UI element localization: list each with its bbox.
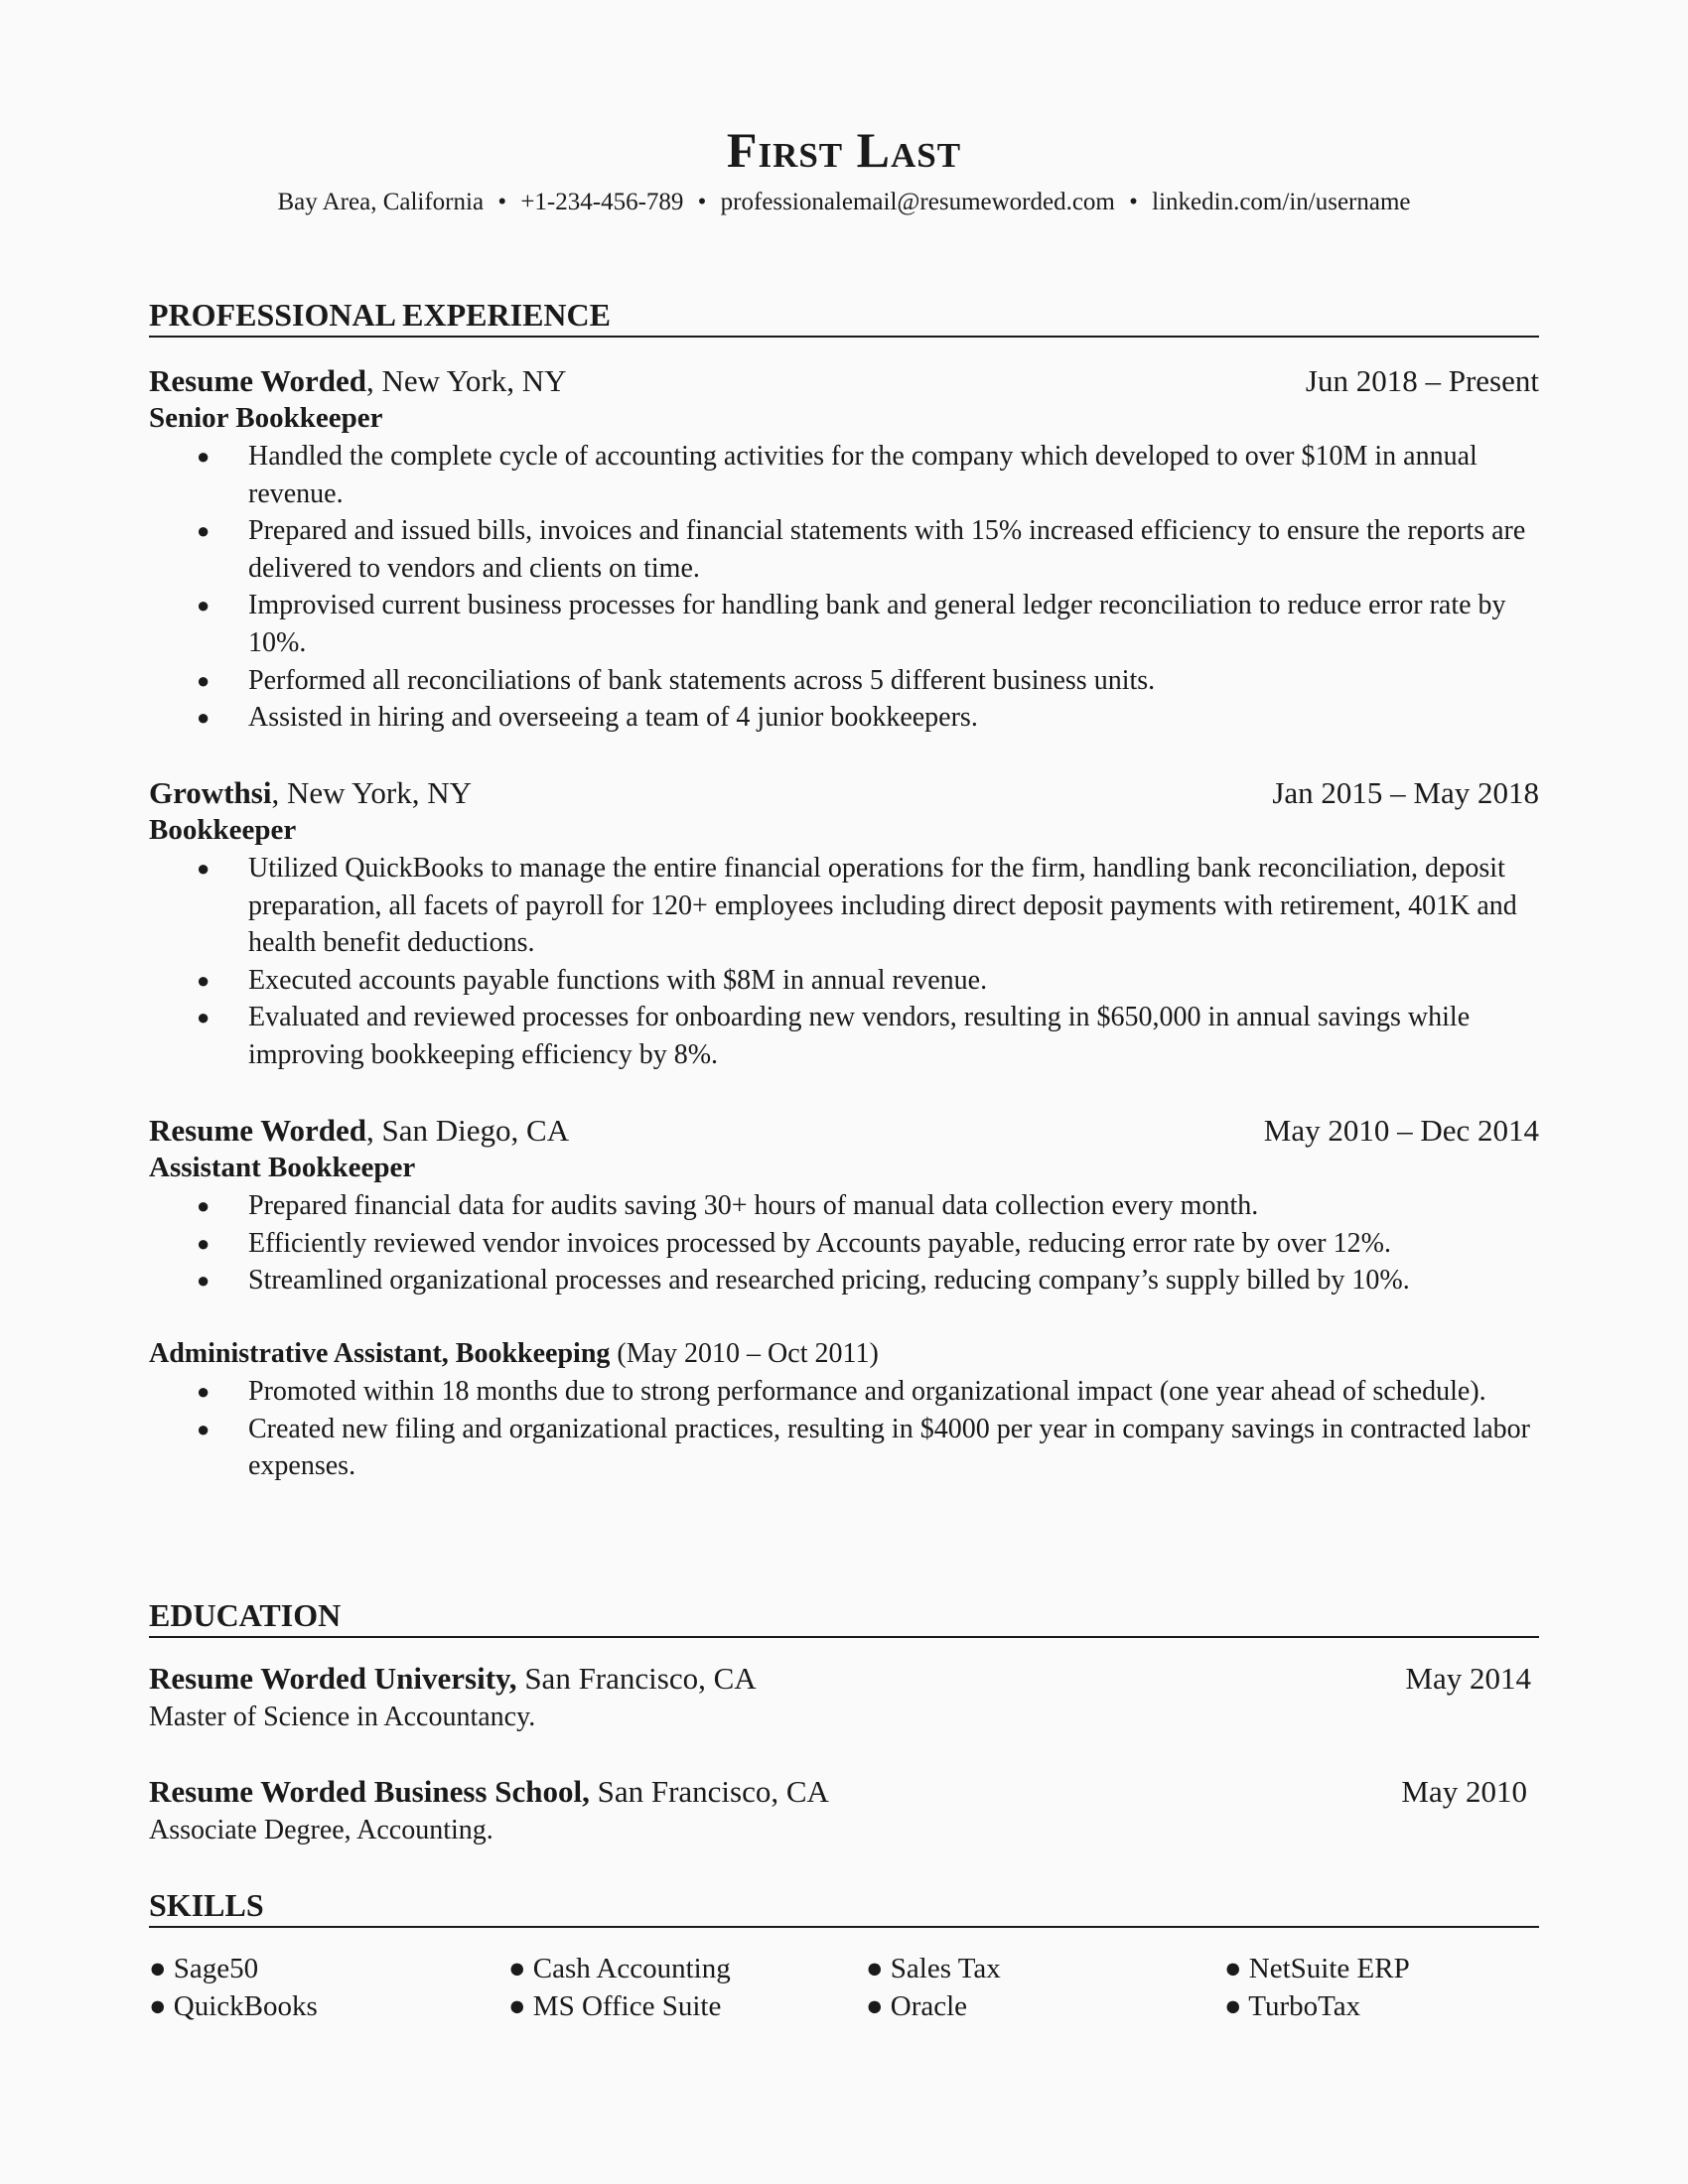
sub-role-bullets [149,1373,1539,1485]
bullet-item: ● Efficiently reviewed vendor invoices processed by Accounts payable, reducing error rate by over 12%. [149,1225,1539,1263]
sub-role-dates: (May 2010 – Oct 2011) [610,1338,879,1369]
skill-item: ● Sage50 [149,1953,259,1984]
degree-text: Master of Science in Accountancy. [149,1702,536,1732]
school-name: Resume Worded University, [149,1661,517,1696]
job-dates: Jan 2015 – May 2018 [1272,775,1539,810]
skills-section-title: SKILLS [149,1886,1539,1928]
degree-text: Associate Degree, Accounting. [149,1815,493,1845]
separator: • [1129,189,1138,215]
experience-section-title: PROFESSIONAL EXPERIENCE [149,296,1539,338]
job-dates: Jun 2018 – Present [1305,363,1539,398]
job-header [149,774,1539,812]
sub-role-title: Administrative Assistant, Bookkeeping [149,1338,611,1369]
school-date: May 2014 [1405,1661,1531,1696]
skill-item: ● NetSuite ERP [1224,1953,1410,1984]
company-name: Resume Worded [149,363,367,398]
education-section-title: EDUCATION [149,1596,1539,1638]
job-dates: May 2010 – Dec 2014 [1263,1113,1539,1148]
job-role: Senior Bookkeeper [149,402,383,434]
company-location: , San Diego, CA [366,1113,570,1148]
bullet-item: ● Prepared and issued bills, invoices and financial statements with 15% increased efficiency to ensure the reports are delivered to vendors and clients on time. [149,512,1539,587]
bullet-item: ● Assisted in hiring and overseeing a team of 4 junior bookkeepers. [149,699,1539,737]
job-header [149,362,1539,400]
company-location: , New York, NY [366,363,567,398]
bullet-item: ● Performed all reconciliations of bank statements across 5 different business units. [149,662,1539,700]
skill-item: ● TurboTax [1224,1990,1361,2022]
job-bullets [149,438,1539,737]
bullet-item: ● Handled the complete cycle of accounting activities for the company which developed to over $10M in annual revenue. [149,438,1539,512]
bullet-item: ● Promoted within 18 months due to strong performance and organizational impact (one year ahead of schedule). [149,1373,1539,1411]
bullet-item: ● Prepared financial data for audits saving 30+ hours of manual data collection every month. [149,1187,1539,1225]
skill-item: ● MS Office Suite [508,1990,722,2022]
bullet-item: ● Improvised current business processes for handling bank and general ledger reconciliation to reduce error rate by 10%. [149,587,1539,661]
skill-item: ● Cash Accounting [508,1953,731,1984]
company-name: Growthsi [149,775,272,810]
school-name: Resume Worded Business School, [149,1774,590,1809]
job-header [149,1112,1539,1150]
bullet-item: ● Evaluated and reviewed processes for onboarding new vendors, resulting in $650,000 in annual savings while improving bookkeeping efficiency by 8%. [149,999,1539,1073]
school-date: May 2010 [1401,1774,1527,1809]
separator: • [497,189,507,215]
sub-role-header [149,1335,1539,1373]
candidate-name: First Last [726,122,962,178]
bullet-item: ● Utilized QuickBooks to manage the entire financial operations for the firm, handling bank reconciliation, deposit preparation, all facets of payroll for 120+ employees including direct deposit payments with retirement, 401K and health benefit deductions. [149,850,1539,962]
email-link[interactable]: professionalemail@resumeworded.com [720,189,1115,215]
job-bullets [149,850,1539,1074]
school-header [149,1660,1531,1698]
company-location: , New York, NY [271,775,472,810]
skill-item: ● Sales Tax [866,1953,1001,1984]
phone-text: +1-234-456-789 [520,189,684,215]
job-bullets [149,1187,1539,1299]
bullet-item: ● Created new filing and organizational practices, resulting in $4000 per year in company savings in contracted labor expenses. [149,1411,1539,1485]
skill-item: ● Oracle [866,1990,968,2022]
job-role: Bookkeeper [149,814,297,846]
bullet-item: ● Streamlined organizational processes and researched pricing, reducing company’s supply billed by 10%. [149,1262,1539,1299]
separator: • [697,189,707,215]
bullet-item: ● Executed accounts payable functions with $8M in annual revenue. [149,962,1539,1000]
school-location: San Francisco, CA [589,1774,829,1809]
company-name: Resume Worded [149,1113,367,1148]
linkedin-link[interactable]: linkedin.com/in/username [1152,189,1411,215]
skill-item: ● QuickBooks [149,1990,318,2022]
contact-line [0,189,1688,216]
job-role: Assistant Bookkeeper [149,1152,416,1183]
location-text: Bay Area, California [277,189,485,215]
school-location: San Francisco, CA [516,1661,757,1696]
school-header [149,1773,1527,1811]
